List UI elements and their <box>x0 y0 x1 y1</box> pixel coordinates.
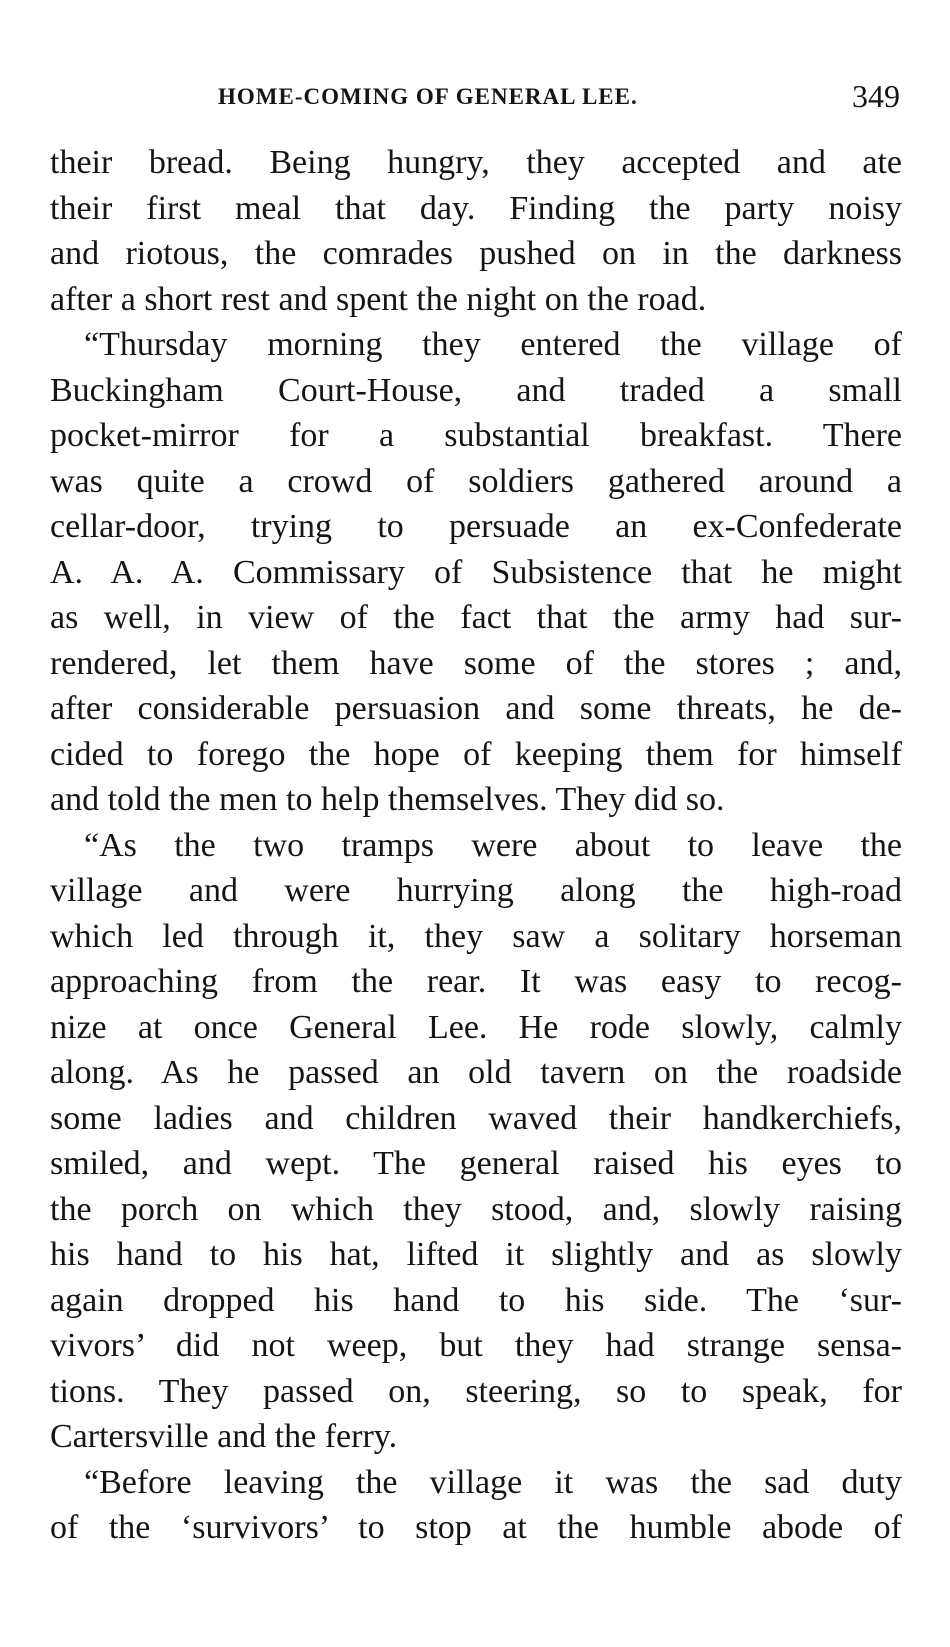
text-line: rendered, let them have some of the stores ; and, <box>50 644 902 682</box>
text-line: of the ‘survivors’ to stop at the humble abode of <box>50 1509 902 1546</box>
text-line: some ladies and children waved their handkerchiefs, <box>50 1099 902 1137</box>
text-line: their bread. Being hungry, they accepted and ate <box>50 144 902 181</box>
text-line: cellar-door, trying to persuade an ex-Confederate <box>50 508 902 545</box>
text-line: and riotous, the comrades pushed on in the darkness <box>50 235 902 272</box>
text-line: “As the two tramps were about to leave the <box>84 826 902 864</box>
text-line: Cartersville and the ferry. <box>50 1418 398 1455</box>
text-line: cided to forego the hope of keeping them for himself <box>50 735 902 773</box>
text-line: after considerable persuasion and some threats, he de- <box>50 690 902 727</box>
body-text <box>50 140 902 1551</box>
text-line: their first meal that day. Finding the party noisy <box>50 189 902 227</box>
running-title: HOME-COMING OF GENERAL LEE. <box>218 84 638 109</box>
text-line: along. As he passed an old tavern on the roadside <box>50 1054 902 1091</box>
text-line: as well, in view of the fact that the army had sur- <box>50 599 902 636</box>
text-line: A. A. A. Commissary of Subsistence that he might <box>50 553 902 591</box>
text-line: and told the men to help themselves. They did so. <box>50 781 725 818</box>
text-line: after a short rest and spent the night on the road. <box>50 280 707 318</box>
text-line: Buckingham Court-House, and traded a small <box>50 371 902 409</box>
text-line: approaching from the rear. It was easy to recog- <box>50 963 902 1000</box>
text-line: village and were hurrying along the high-road <box>50 872 902 909</box>
text-line: was quite a crowd of soldiers gathered around a <box>50 462 902 500</box>
text-line: smiled, and wept. The general raised his eyes to <box>50 1145 902 1182</box>
text-line: his hand to his hat, lifted it slightly and as slowly <box>50 1236 902 1273</box>
text-line: tions. They passed on, steering, so to speak, for <box>50 1372 902 1410</box>
text-line: the porch on which they stood, and, slowly raising <box>50 1190 902 1228</box>
text-line: vivors’ did not weep, but they had strange sensa- <box>50 1327 902 1364</box>
page-number: 349 <box>852 78 900 114</box>
text-line: “Thursday morning they entered the village of <box>84 326 902 363</box>
text-line: again dropped his hand to his side. The ‘sur- <box>50 1281 902 1319</box>
text-line: nize at once General Lee. He rode slowly, calmly <box>50 1008 902 1046</box>
text-line: which led through it, they saw a solitary horseman <box>50 917 902 955</box>
text-line: pocket-mirror for a substantial breakfast. There <box>50 417 902 454</box>
text-line: “Before leaving the village it was the sad duty <box>84 1463 902 1501</box>
page-header <box>48 78 900 118</box>
